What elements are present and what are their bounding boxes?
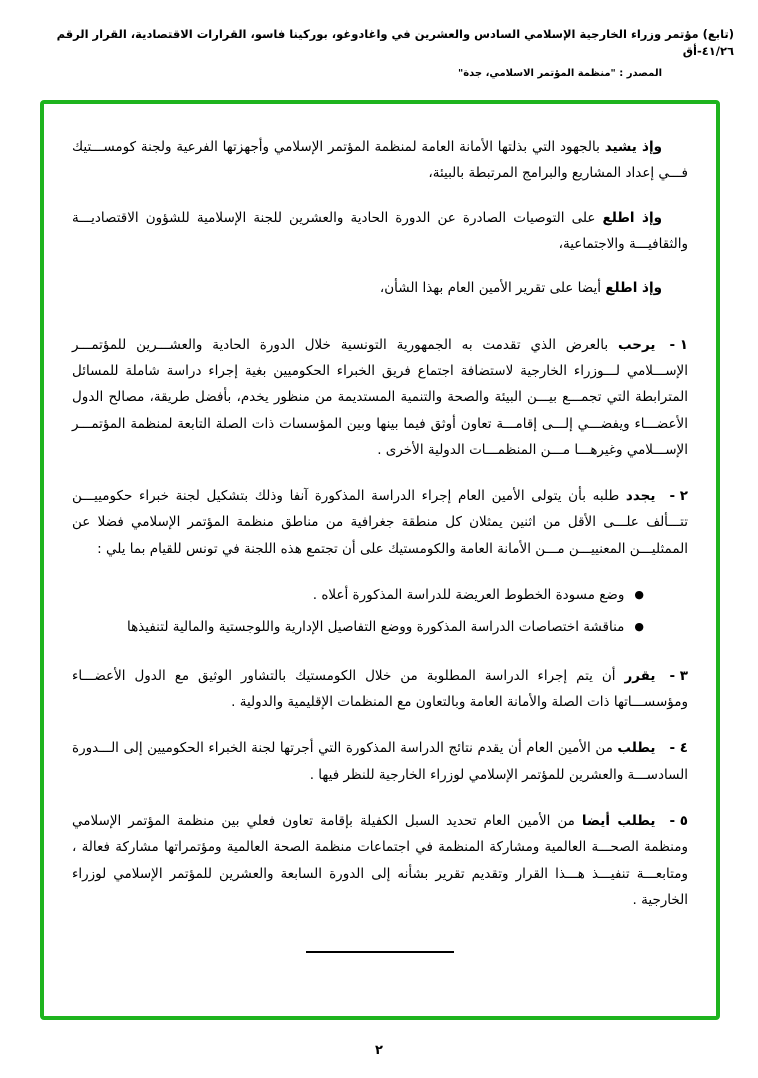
numbered-item-1 [72,332,688,464]
numbered-item-4 [72,735,688,788]
bullet-text-2: مناقشة اختصاصات الدراسة المذكورة ووضع التفاصيل الإدارية واللوجستية والمالية لتنفيذها [126,619,625,636]
item-lead-3: يقرر [624,667,656,684]
item-number-1: ١ - [669,336,688,353]
header-source: المصدر : "منظمة المؤتمر الاسلامي، جدة" [457,67,662,79]
preamble-text-3: أيضا على تقرير الأمين العام بهذا الشأن، [379,280,606,297]
preamble-text-1: بالجهود التي بذلتها الأمانة العامة لمنظمة المؤتمر الإسلامي وأجهزتها الفرعية ولجنة كومســـتيك فـــي إعداد المشاريع والبرامج المرتبطة بالبيئة، [72,139,688,182]
content-border-box [40,100,720,1020]
preamble-lead-1: وإذ يشيد [604,139,662,155]
preamble-lead-3: وإذ اطلع [605,280,662,297]
preamble-lead-2: وإذ اطلع [602,209,662,226]
bullet-icon: ● [634,588,644,602]
item-lead-4: يطلب [617,740,656,757]
item-number-4: ٤ - [669,740,688,757]
numbered-item-3 [72,663,688,716]
item-number-2: ٢ - [669,488,688,505]
preamble-paragraph-3 [72,275,688,301]
item-text-4: من الأمين العام أن يقدم نتائج الدراسة المذكورة التي أجرتها لجنة الخبراء الحكوميين إلى الـــدورة السادســـة والعشرين للمؤتمر الإسلامي لوزراء الخارجية للنظر فيها . [72,740,688,783]
item-text-1: بالعرض الذي تقدمت به الجمهورية التونسية خلال الدورة الحادية والعشـــرين للمؤتمـــر الإســـلامي لـــوزراء الخارجية لاستضافة اجتماع فريق الخبراء الحكوميين بغية إجراء دراسة شاملة للمسائل المترابطة التي تجمـــع بيـــن البيئة والصحة والتنمية المستديمة من منظور يخدم، بأفضل طريقة، مصالح الدول الأعضـــاء ويفضـــي إلـــى إقامـــة تعاون أوثق فيما بينها وبين المؤسسات ذات الصلة التابعة لمنظمة المؤتمـــر الإســـلامي وغيرهـــا مـــن المنظمـــات الدولية الأخرى . [72,336,688,458]
preamble-paragraph-2 [72,205,688,258]
end-divider [306,951,454,953]
numbered-item-2 [72,483,688,562]
preamble-paragraph-1 [72,134,688,187]
item-number-5: ٥ - [669,812,688,829]
bullet-text-1: وضع مسودة الخطوط العريضة للدراسة المذكورة أعلاه . [312,587,625,604]
document-header [24,26,734,79]
page-number: ٢ [375,1043,383,1058]
numbered-item-5 [72,808,688,913]
item-lead-1: يرحب [617,336,656,353]
sub-bullet-list [72,582,644,641]
item-text-3: أن يتم إجراء الدراسة المطلوبة من خلال الكومستيك بالتشاور الوثيق مع الدول الأعضـــاء ومؤسســـاتها ذات الصلة والأمانة العامة وبالتعاون مع المنظمات الإقليمية والدولية . [72,667,688,710]
item-number-3: ٣ - [669,667,688,684]
item-lead-2: يجدد [625,488,656,505]
bullet-item-2 [72,614,644,640]
item-text-2: طلبه بأن يتولى الأمين العام إجراء الدراسة المذكورة آنفا وذلك بتشكيل لجنة خبراء حكومييـــن تتـــألف علـــى الأقل من اثنين يمثلان كل منطقة جغرافية من مناطق منظمة المؤتمر الإسلامي فضلا عن الممثليـــن المعنييـــن مـــن الأمانة العامة والكومستيك على أن تجتمع هذه اللجنة في تونس للقيام بما يلي : [72,488,688,557]
bullet-icon: ● [634,620,644,634]
item-text-5: من الأمين العام تحديد السبل الكفيلة بإقامة تعاون فعلي بين منظمة المؤتمر الإسلامي ومنظمة الصحـــة العالمية ومشاركة المنظمة في اجتماعات منظمة الصحة العالمية ومؤتمراتها مشاركة فعالة ، ومتابعـــة تنفيـــذ هـــذا القرار وتقديم تقرير بشأنه إلى الدورة السابعة والعشرين للمؤتمر الإسلامي لوزراء الخارجية . [72,812,688,908]
preamble-text-2: على التوصيات الصادرة عن الدورة الحادية والعشرين للجنة الإسلامية للشؤون الاقتصاديـــة والثقافيـــة والاجتماعية، [72,209,688,252]
item-lead-5: يطلب أيضا [581,812,656,829]
bullet-item-1 [72,582,644,608]
header-title: (تابع) مؤتمر وزراء الخارجية الإسلامي السادس والعشرين في واغادوغو، بوركينا فاسو، القرارات الاقتصادية، القرار الرقم ٤١/٢٦-أق [56,27,734,59]
